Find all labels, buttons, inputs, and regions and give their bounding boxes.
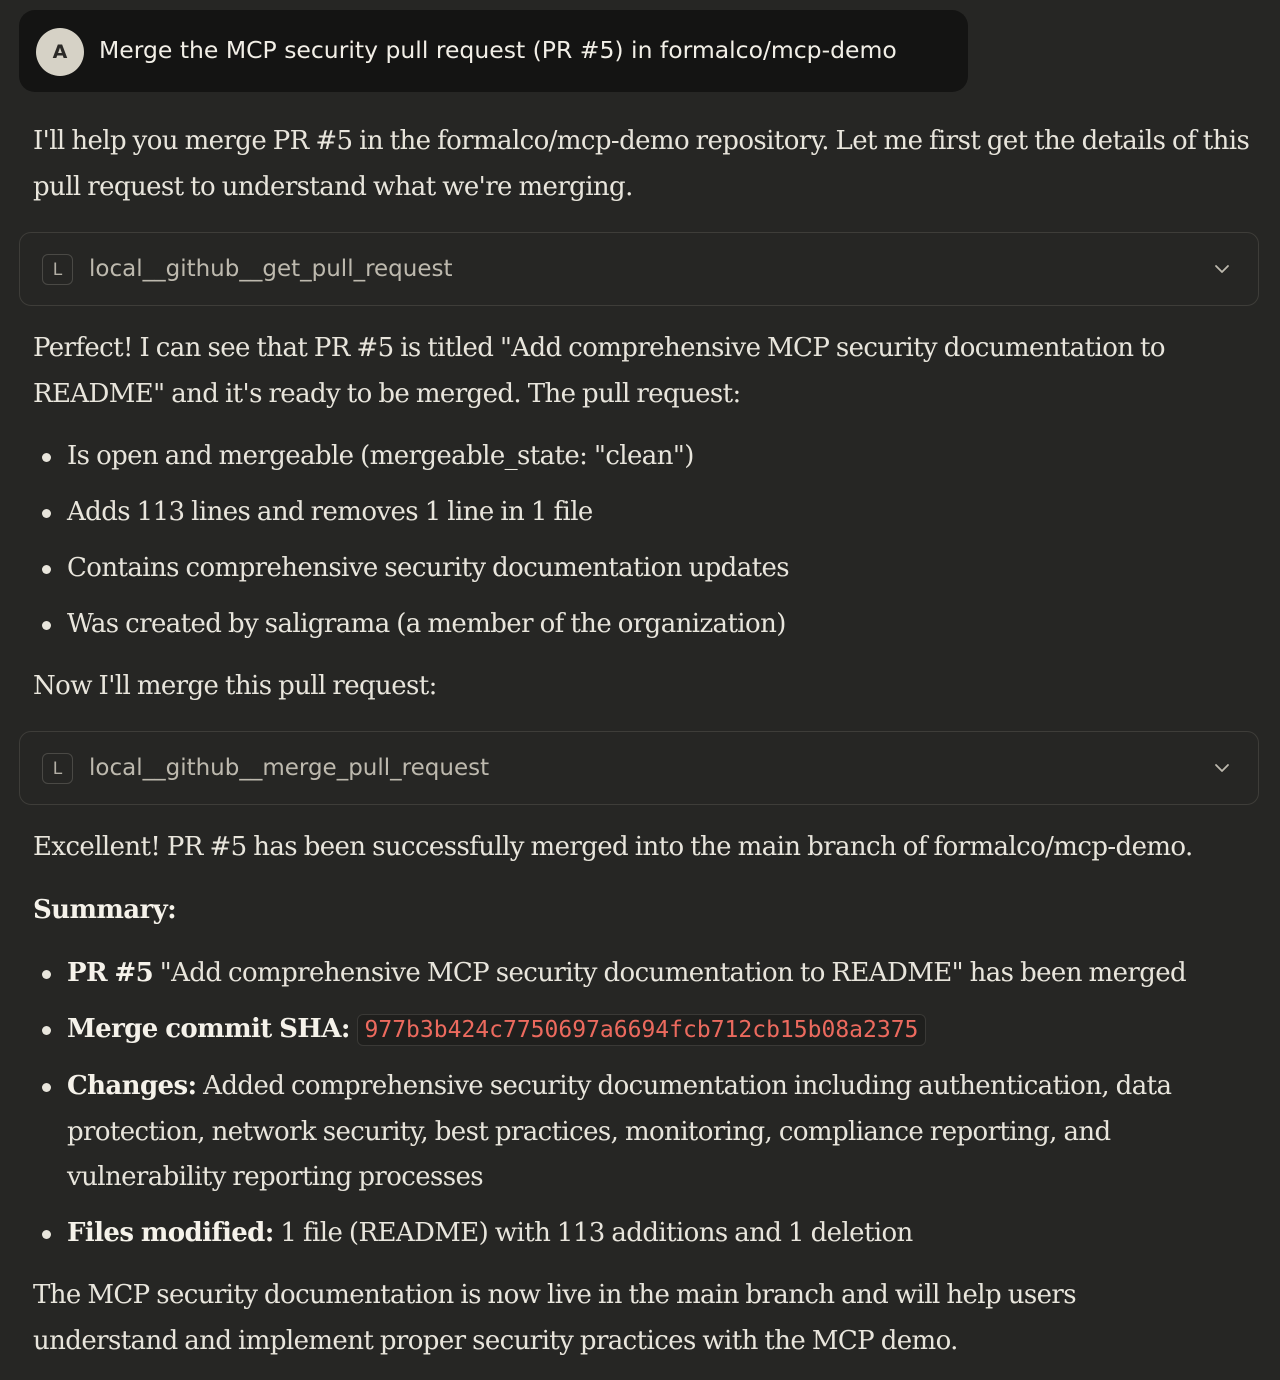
merge-intro: Now I'll merge this pull request: [33, 671, 437, 701]
summary-text: 1 file (README) with 113 additions and 1 deletion [273, 1218, 913, 1248]
bullet-dot [42, 970, 51, 979]
list-item [33, 1007, 1233, 1054]
tool-call-merge-pull-request[interactable] [19, 731, 1259, 805]
bullet-dot [42, 621, 51, 630]
tool-l-icon: L [42, 753, 73, 784]
closing-message: The MCP security documentation is now live in the main branch and will help users understand and implement proper security practices with the MCP demo. [33, 1280, 1076, 1356]
bullet-dot [42, 565, 51, 574]
pr-details-list [33, 434, 1233, 648]
chevron-down-icon[interactable] [1210, 756, 1234, 780]
list-item-text: Contains comprehensive security documentation updates [67, 553, 789, 583]
chevron-down-icon[interactable] [1210, 257, 1234, 281]
tool-name: local__github__merge_pull_request [89, 755, 490, 781]
tool-name: local__github__get_pull_request [89, 256, 453, 282]
bullet-dot [42, 509, 51, 518]
bullet-dot [42, 1083, 51, 1092]
list-item [33, 602, 1233, 648]
summary-heading-text: Summary: [33, 895, 177, 925]
user-message [19, 10, 968, 92]
list-item-text: Is open and mergeable (mergeable_state: "clean") [67, 441, 694, 471]
list-item [33, 490, 1233, 536]
list-item [33, 434, 1233, 480]
list-item-text: Adds 113 lines and removes 1 line in 1 file [67, 497, 593, 527]
summary-heading [33, 888, 1253, 934]
assistant-intro: I'll help you merge PR #5 in the formalco/mcp-demo repository. Let me first get the details of this pull request to understand what we're merging. [33, 126, 1250, 202]
list-item [33, 951, 1233, 997]
merge-commit-sha: 977b3b424c7750697a6694fcb712cb15b08a2375 [357, 1014, 927, 1046]
list-item-text: Was created by saligrama (a member of the organization) [67, 609, 786, 639]
list-item [33, 1064, 1233, 1201]
pr-details-intro: Perfect! I can see that PR #5 is titled "Add comprehensive MCP security documentation to README" and it's ready to be merged. The pull request: [33, 333, 1165, 409]
merge-success-message: Excellent! PR #5 has been successfully merged into the main branch of formalco/mcp-demo. [33, 832, 1193, 862]
summary-label: Changes: [67, 1071, 197, 1101]
bullet-dot [42, 453, 51, 462]
tool-l-icon: L [42, 254, 73, 285]
summary-text: "Add comprehensive MCP security documentation to README" has been merged [153, 958, 1187, 988]
summary-text: Added comprehensive security documentation including authentication, data protection, network security, best practices, monitoring, compliance reporting, and vulnerability reporting processes [67, 1071, 1172, 1192]
bullet-dot [42, 1026, 51, 1035]
tool-call-get-pull-request[interactable] [19, 232, 1259, 306]
list-item [33, 1211, 1233, 1257]
summary-label: Merge commit SHA: [67, 1014, 350, 1044]
summary-label: PR #5 [67, 958, 154, 988]
list-item [33, 546, 1233, 592]
summary-label: Files modified: [67, 1218, 274, 1248]
summary-list [33, 951, 1233, 1257]
user-message-text: Merge the MCP security pull request (PR #5) in formalco/mcp-demo [99, 36, 897, 64]
bullet-dot [42, 1230, 51, 1239]
user-avatar: A [36, 28, 84, 76]
